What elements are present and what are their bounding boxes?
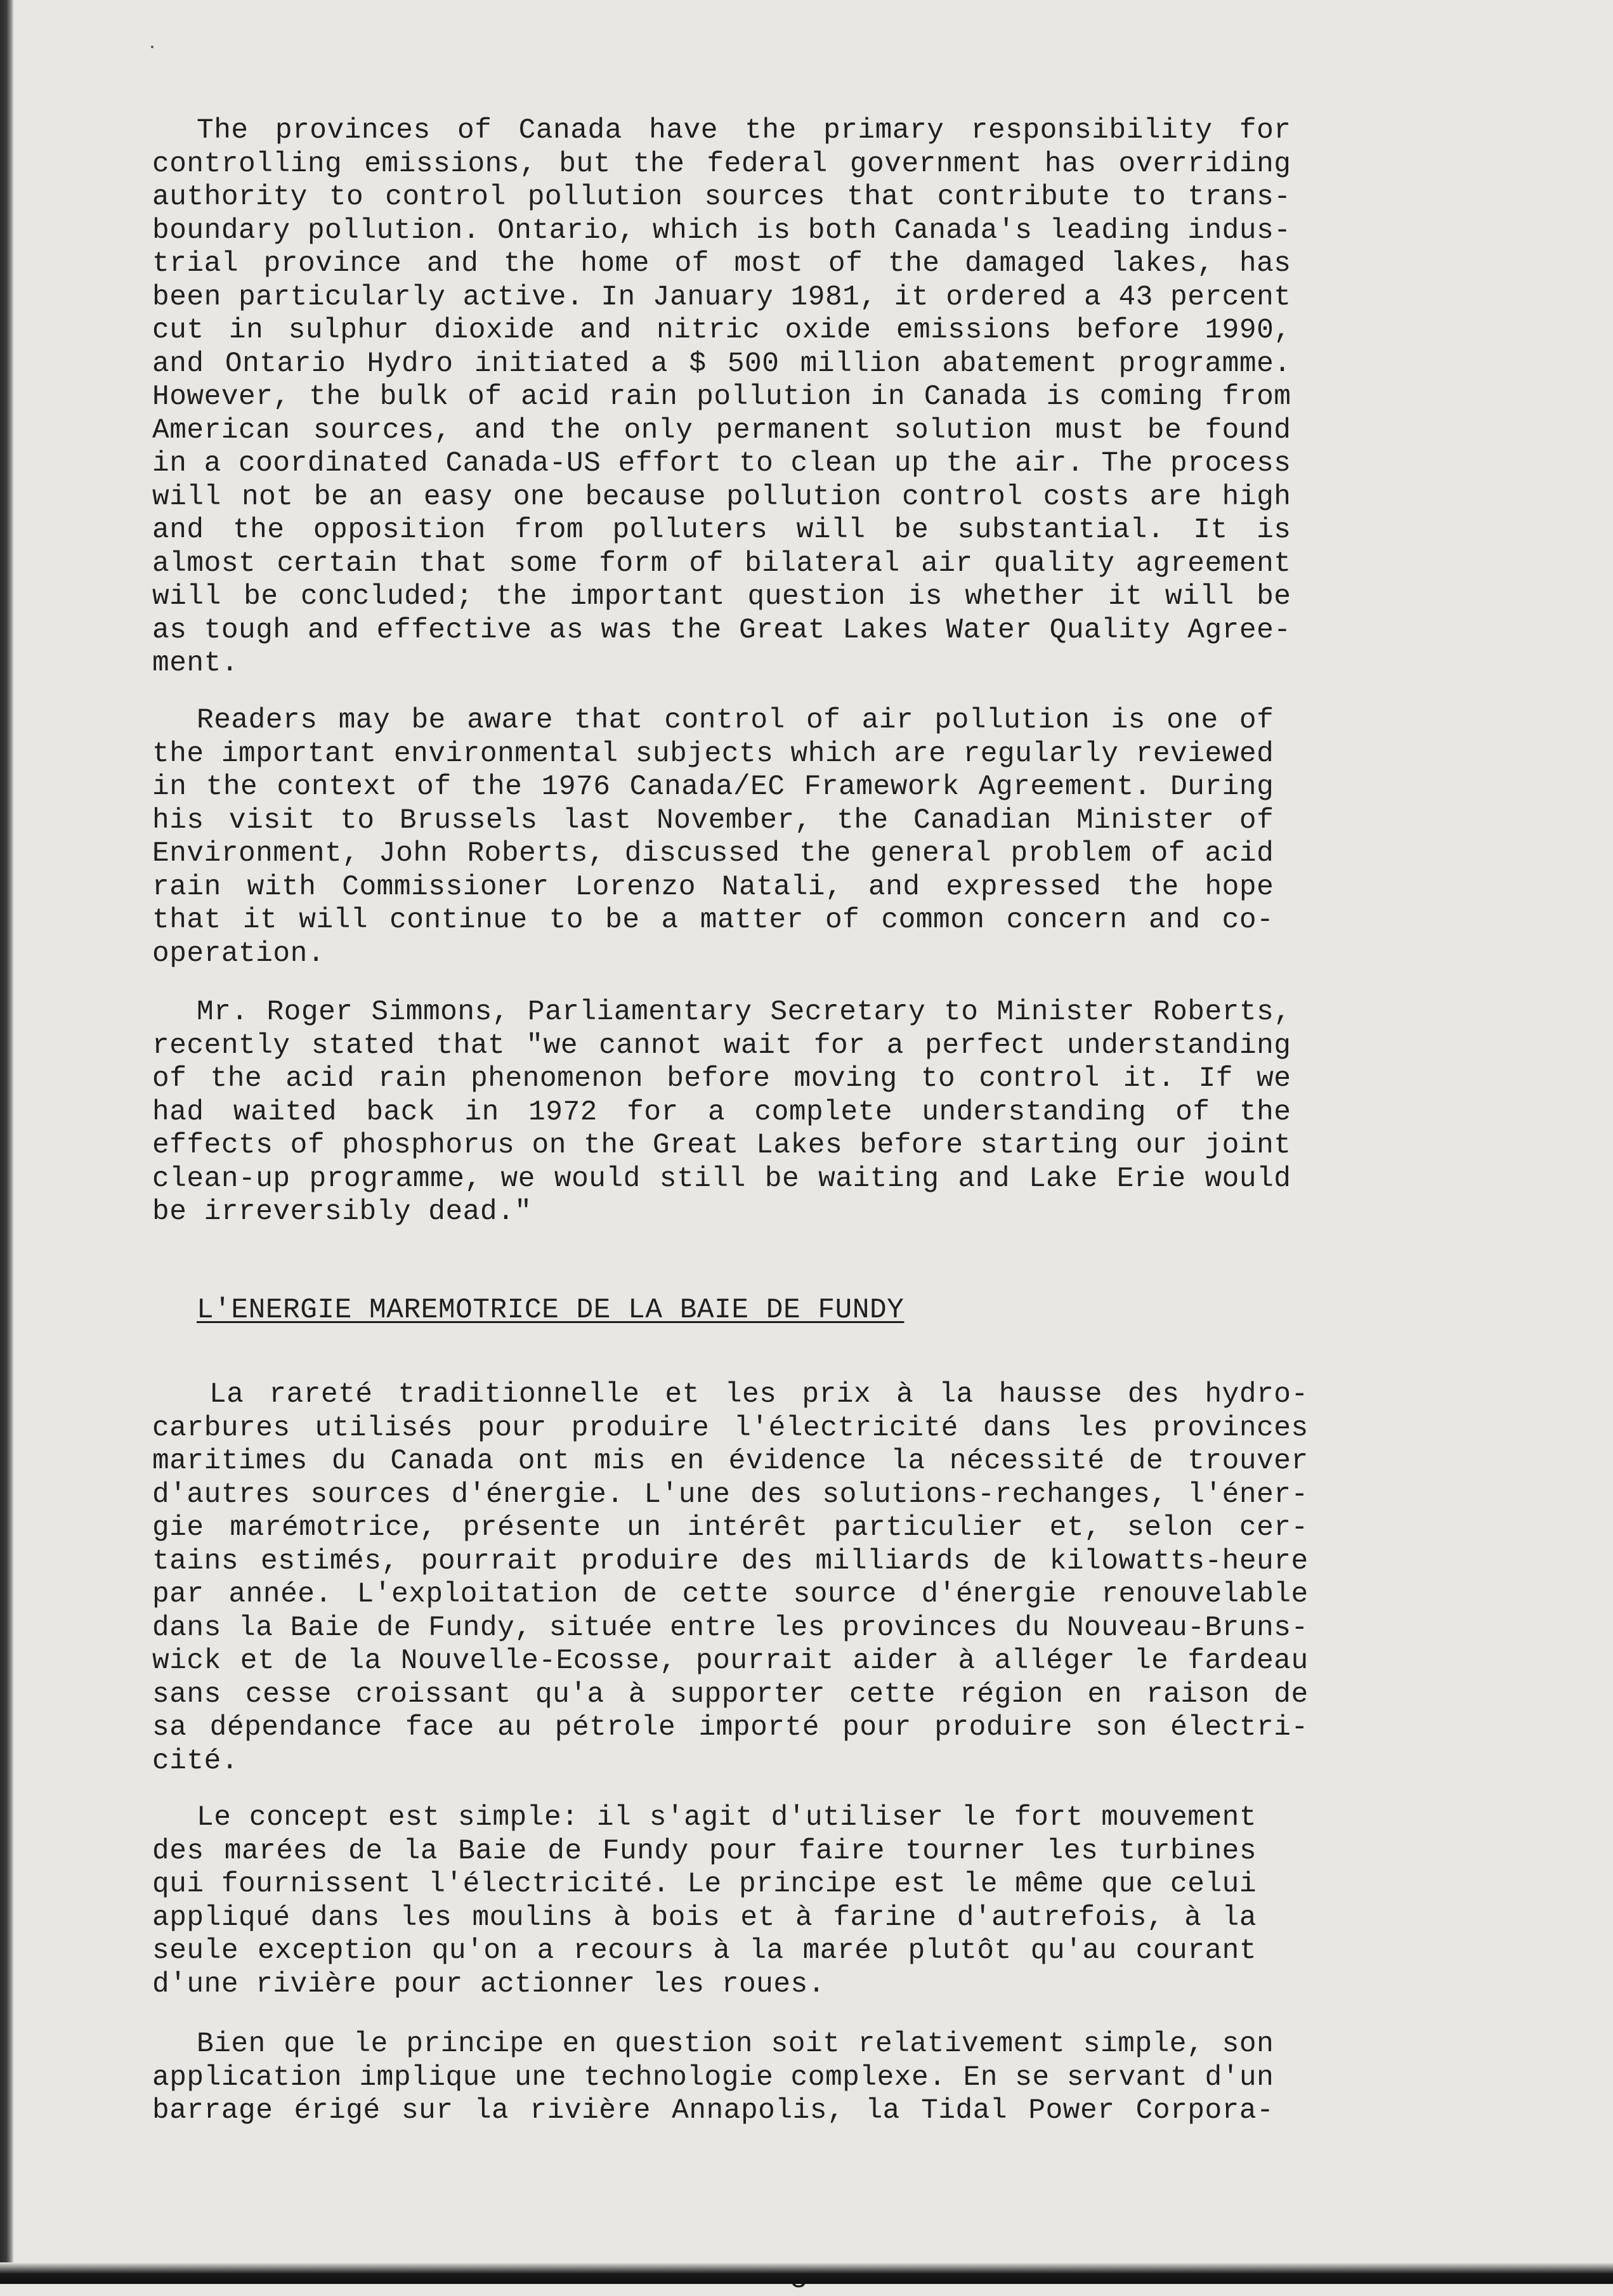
text-line: will be concluded; the important question is whether it will be xyxy=(152,581,1291,613)
text-line: des marées de la Baie de Fundy pour faire tourner les turbines xyxy=(152,1835,1257,1867)
text-line: rain with Commissioner Lorenzo Natali, and expressed the hope xyxy=(152,871,1274,903)
text-line: The provinces of Canada have the primary responsibility for xyxy=(197,115,1291,147)
text-line: that it will continue to be a matter of common concern and co- xyxy=(152,904,1274,936)
text-line: maritimes du Canada ont mis en évidence la nécessité de trouver xyxy=(152,1445,1309,1477)
section-heading: L'ENERGIE MAREMOTRICE DE LA BAIE DE FUNDY xyxy=(197,1295,904,1326)
text-line: boundary pollution. Ontario, which is both Canada's leading indus- xyxy=(152,214,1291,247)
text-line: d'autres sources d'énergie. L'une des solutions-rechanges, l'éner- xyxy=(152,1478,1309,1511)
text-line: Le concept est simple: il s'agit d'utiliser le fort mouvement xyxy=(197,1802,1257,1834)
text-line: cité. xyxy=(152,1745,239,1777)
text-line: in a coordinated Canada-US effort to clean up the air. The process xyxy=(152,448,1291,479)
text-line: been particularly active. In January 1981, it ordered a 43 percent xyxy=(152,281,1291,313)
text-line: clean-up programme, we would still be waiting and Lake Erie would xyxy=(152,1163,1291,1195)
text-line: par année. L'exploitation de cette source d'énergie renouvelable xyxy=(152,1579,1309,1610)
text-line: tains estimés, pourrait produire des milliards de kilowatts-heure xyxy=(152,1545,1309,1577)
text-line: and Ontario Hydro initiated a $ 500 million abatement programme. xyxy=(152,348,1291,380)
text-line: sa dépendance face au pétrole importé pour produire son électri- xyxy=(152,1712,1309,1744)
text-line: trial province and the home of most of the damaged lakes, has xyxy=(152,248,1291,280)
text-line: authority to control pollution sources that contribute to trans- xyxy=(152,181,1291,213)
text-line: ment. xyxy=(152,648,239,679)
text-line: his visit to Brussels last November, the Canadian Minister of xyxy=(152,804,1274,837)
text-line: Bien que le principe en question soit relativement simple, son xyxy=(197,2028,1274,2060)
text-line: application implique une technologie complexe. En se servant d'un xyxy=(152,2061,1274,2094)
text-line: gie marémotrice, présente un intérêt particulier et, selon cer- xyxy=(152,1512,1309,1544)
text-line: appliqué dans les moulins à bois et à farine d'autrefois, à la xyxy=(152,1901,1257,1934)
text-line: Mr. Roger Simmons, Parliamentary Secretary to Minister Roberts, xyxy=(197,996,1291,1028)
scan-left-edge xyxy=(0,0,14,2284)
text-line: of the acid rain phenomenon before moving to control it. If we xyxy=(152,1063,1291,1095)
text-line: Environment, John Roberts, discussed the general problem of acid xyxy=(152,838,1274,870)
scan-speck xyxy=(151,46,153,48)
text-line: barrage érigé sur la rivière Annapolis, la Tidal Power Corpora- xyxy=(152,2095,1274,2127)
text-line: and the opposition from polluters will be substantial. It is xyxy=(152,514,1291,546)
text-line: cut in sulphur dioxide and nitric oxide emissions before 1990, xyxy=(152,315,1291,346)
text-line: effects of phosphorus on the Great Lakes before starting our joint xyxy=(152,1130,1291,1161)
text-line: carbures utilisés pour produire l'électricité dans les provinces xyxy=(152,1412,1309,1444)
paragraph-framework-agreement xyxy=(152,704,1274,970)
text-line: the important environmental subjects which are regularly reviewed xyxy=(152,738,1274,770)
text-line: will not be an easy one because pollution control costs are high xyxy=(152,481,1291,513)
scan-bottom-edge xyxy=(0,2262,1613,2284)
text-line: However, the bulk of acid rain pollution in Canada is coming from xyxy=(152,381,1291,413)
text-line: had waited back in 1972 for a complete understanding of the xyxy=(152,1096,1291,1128)
paragraph-simmons-quote xyxy=(152,996,1291,1229)
text-line: seule exception qu'on a recours à la marée plutôt qu'au courant xyxy=(152,1935,1257,1967)
text-line: operation. xyxy=(152,937,325,970)
paragraph-technologie xyxy=(152,2028,1274,2128)
text-line: qui fournissent l'électricité. Le principe est le même que celui xyxy=(152,1869,1257,1900)
paragraph-canada-emissions xyxy=(152,114,1291,681)
text-line: be irreversibly dead." xyxy=(152,1196,532,1228)
text-line: dans la Baie de Fundy, située entre les provinces du Nouveau-Bruns- xyxy=(152,1612,1309,1644)
text-line: almost certain that some form of bilateral air quality agreement xyxy=(152,547,1291,580)
text-line: Readers may be aware that control of air pollution is one of xyxy=(197,705,1274,736)
paragraph-concept xyxy=(152,1801,1257,2001)
text-line: in the context of the 1976 Canada/EC Framework Agreement. During xyxy=(152,771,1274,803)
text-line: d'une rivière pour actionner les roues. xyxy=(152,1968,825,2000)
text-line: sans cesse croissant qu'a à supporter cette région en raison de xyxy=(152,1678,1309,1711)
text-line: American sources, and the only permanent solution must be found xyxy=(152,414,1291,447)
text-line: controlling emissions, but the federal government has overriding xyxy=(152,148,1291,180)
text-line: La rareté traditionnelle et les prix à la hausse des hydro- xyxy=(209,1379,1309,1411)
text-line: recently stated that "we cannot wait for a perfect understanding xyxy=(152,1029,1291,1062)
text-line: as tough and effective as was the Great Lakes Water Quality Agree- xyxy=(152,614,1291,646)
text-line: wick et de la Nouvelle-Ecosse, pourrait aider à alléger le fardeau xyxy=(152,1645,1309,1677)
paragraph-rarete xyxy=(152,1378,1309,1778)
